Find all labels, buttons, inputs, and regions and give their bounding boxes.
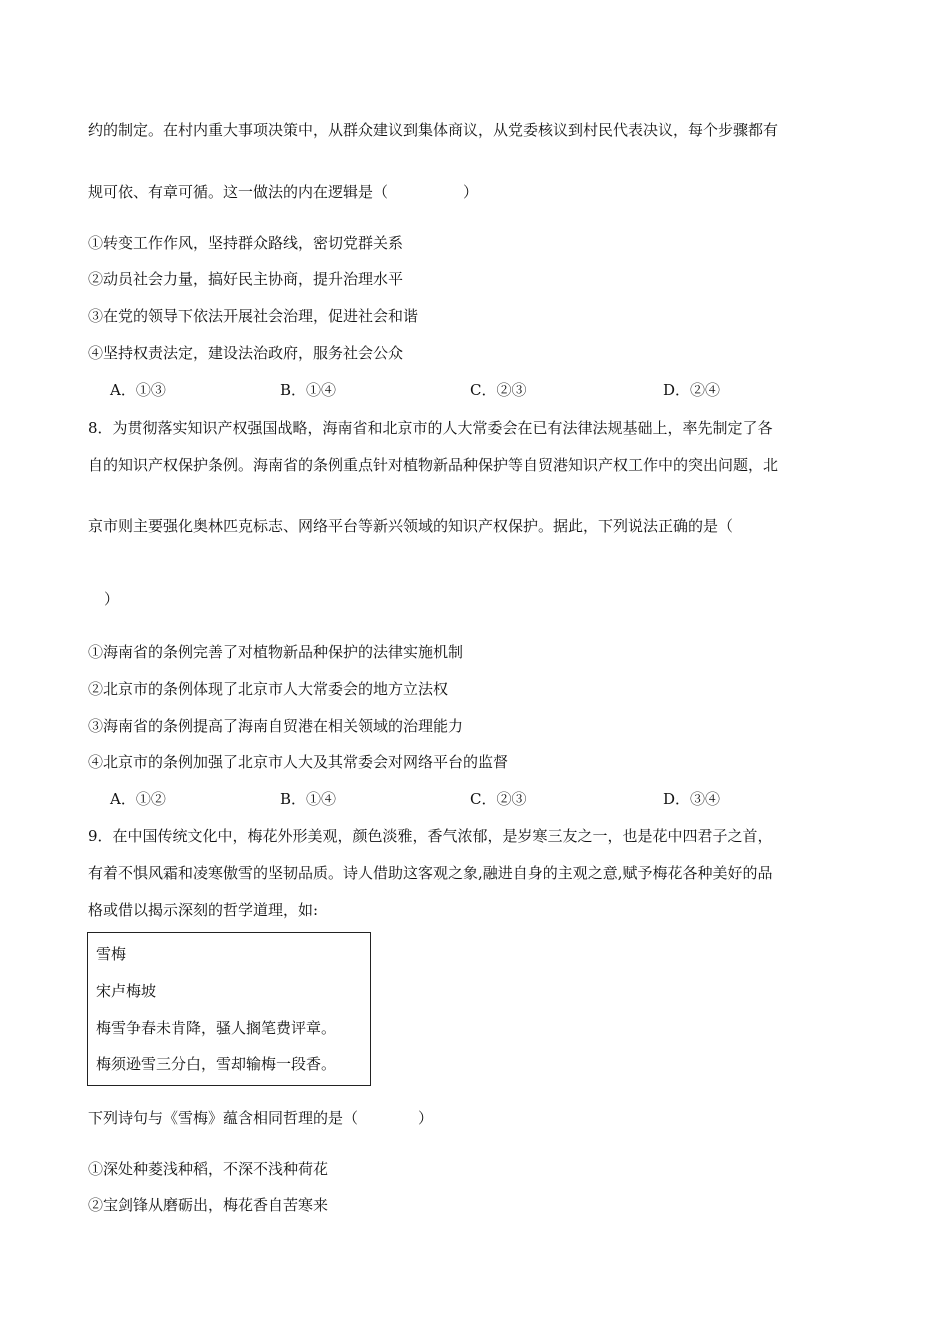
q8-option-a: A．①②: [110, 790, 166, 808]
q8-stem-line-4: ）: [104, 590, 120, 608]
q8-statement-4: ④北京市的条例加强了北京市人大及其常委会对网络平台的监督: [88, 753, 509, 771]
q7-statement-2: ②动员社会力量，搞好民主协商，提升治理水平: [88, 270, 404, 288]
q8-stem-line-3: 京市则主要强化奥林匹克标志、网络平台等新兴领域的知识产权保护。据此，下列说法正确的是（: [88, 517, 734, 535]
q7-option-c: C．②③: [470, 381, 527, 399]
poem-author: 宋卢梅坡: [96, 982, 157, 1000]
q9-stem-line-1: 9．在中国传统文化中，梅花外形美观，颜色淡雅，香气浓郁，是岁寒三友之一，也是花中四君子之首，: [88, 827, 773, 845]
q8-statement-3: ③海南省的条例提高了海南自贸港在相关领域的治理能力: [88, 717, 464, 735]
q9-prompt: 下列诗句与《雪梅》蕴含相同哲理的是（ ）: [88, 1109, 434, 1127]
q8-statement-1: ①海南省的条例完善了对植物新品种保护的法律实施机制: [88, 643, 464, 661]
q9-stem-line-2: 有着不惧风霜和凌寒傲雪的坚韧品质。诗人借助这客观之象,融进自身的主观之意,赋予梅花各种美好的品: [88, 864, 773, 882]
q8-statement-2: ②北京市的条例体现了北京市人大常委会的地方立法权: [88, 680, 449, 698]
poem-verse-1: 梅雪争春未肯降，骚人搁笔费评章。: [96, 1019, 337, 1037]
q7-statement-4: ④坚持权责法定，建设法治政府，服务社会公众: [88, 344, 404, 362]
q9-stem-line-3: 格或借以揭示深刻的哲学道理，如:: [88, 901, 319, 919]
q7-option-d: D．②④: [663, 381, 721, 399]
q7-stem-line-2: 规可依、有章可循。这一做法的内在逻辑是（ ）: [88, 183, 479, 201]
poem-verse-2: 梅须逊雪三分白，雪却输梅一段香。: [96, 1055, 337, 1073]
q8-option-d: D．③④: [663, 790, 721, 808]
q8-option-c: C．②③: [470, 790, 527, 808]
q8-stem-line-1: 8．为贯彻落实知识产权强国战略，海南省和北京市的人大常委会在已有法律法规基础上，率先制定了各: [88, 419, 773, 437]
q7-option-a: A．①③: [110, 381, 166, 399]
q9-statement-1: ①深处种菱浅种稻，不深不浅种荷花: [88, 1160, 329, 1178]
q8-stem-line-2: 自的知识产权保护条例。海南省的条例重点针对植物新品种保护等自贸港知识产权工作中的突出问题，北: [88, 456, 779, 474]
q8-option-b: B．①④: [280, 790, 337, 808]
q7-stem-line-1: 约的制定。在村内重大事项决策中，从群众建议到集体商议，从党委核议到村民代表决议，每个步骤都有: [88, 121, 779, 139]
q7-statement-3: ③在党的领导下依法开展社会治理，促进社会和谐: [88, 307, 419, 325]
poem-title: 雪梅: [96, 945, 127, 963]
poem-box: [87, 932, 371, 1086]
q9-statement-2: ②宝剑锋从磨砺出，梅花香自苦寒来: [88, 1196, 329, 1214]
q7-statement-1: ①转变工作作风，坚持群众路线，密切党群关系: [88, 234, 404, 252]
q7-option-b: B．①④: [280, 381, 337, 399]
